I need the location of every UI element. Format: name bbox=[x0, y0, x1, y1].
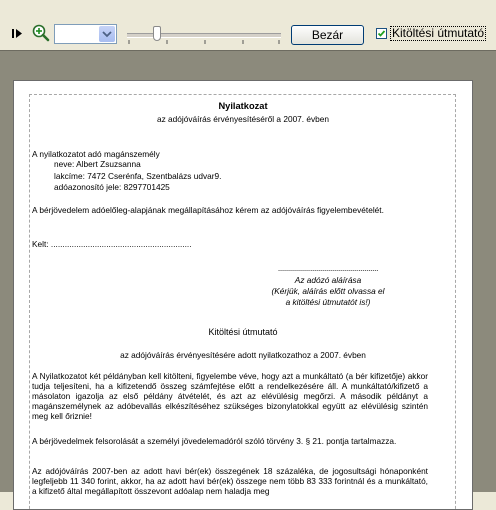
chevron-down-icon[interactable] bbox=[99, 26, 115, 42]
toolbar bbox=[0, 0, 496, 46]
zoom-select[interactable] bbox=[54, 24, 117, 44]
document-page bbox=[13, 80, 473, 510]
request-paragraph: A bérjövedelem adóelőleg-alapjának megállapításához kérem az adójóváírás figyelembevételét. bbox=[32, 205, 384, 215]
guide-checkbox-label[interactable]: Kitöltési útmutató bbox=[392, 26, 485, 40]
slider-thumb[interactable] bbox=[153, 26, 161, 41]
document-title: Nyilatkozat bbox=[218, 101, 268, 111]
guide-paragraph-2: A bérjövedelmek felsorolását a személyi jövedelemadóról szóló törvény 3. § 21. pontja tartalmazza. bbox=[32, 436, 397, 446]
slider-ticks bbox=[127, 40, 281, 44]
signature-line: .................................................. bbox=[277, 263, 379, 273]
close-button[interactable]: Bezár bbox=[291, 25, 364, 45]
field-address: lakcíme: 7472 Cserénfa, Szentbalázs udvar9. bbox=[54, 171, 222, 181]
signature-note-2: a kitöltési útmutatót is!) bbox=[285, 297, 371, 307]
guide-checkbox[interactable] bbox=[376, 26, 486, 41]
signature-label: Az adózó aláírása bbox=[294, 275, 362, 285]
zoom-icon[interactable] bbox=[32, 24, 50, 42]
checkbox-checked-icon[interactable] bbox=[376, 28, 387, 39]
date-line: Kelt: ............................................................. bbox=[32, 239, 192, 249]
guide-subtitle: az adójóváírás érvényesítésére adott nyilatkozathoz a 2007. évben bbox=[120, 350, 366, 360]
go-to-start-icon[interactable] bbox=[10, 26, 24, 40]
guide-title: Kitöltési útmutató bbox=[208, 327, 278, 337]
document-subtitle: az adójóváírás érvényesítéséről a 2007. évben bbox=[156, 114, 330, 124]
field-name: neve: Albert Zsuzsanna bbox=[54, 159, 141, 169]
intro-line: A nyilatkozatot adó magánszemély bbox=[32, 149, 160, 159]
zoom-slider[interactable] bbox=[127, 25, 281, 45]
guide-paragraph-3: Az adójóváírás 2007-ben az adott havi bér(ek) összegének 18 százaléka, de jogosultsági hónaponként legfeljebb 11 340 forint, akkor, ha az adott havi bér(ek) összege nem több 83 333 forintnál és a munkáltató, a kifizető által megállapított összevont adóalap nem haladja meg bbox=[32, 466, 428, 496]
guide-paragraph-1: A Nyilatkozatot két példányban kell kitölteni, figyelembe véve, hogy azt a munkáltató (a bér kifizetője) akkor tudja teljesíteni, ha a kifizetendő összeg számfejtése előtt a rendelkezésére áll. A munkáltató/kifizető a másolaton igazolja az első példány átvételét, és azt az elévülésig megőrzi. A második példányt a magánszemélynek az adóbevallás elkészítéséhez szükséges bizonylatokkal együtt az elévülésig szintén meg kell őriznie! bbox=[32, 371, 428, 421]
slider-track bbox=[127, 33, 281, 38]
signature-note-1: (Kérjük, aláírás előtt olvassa el bbox=[271, 286, 385, 296]
field-tax-id: adóazonosító jele: 8297701425 bbox=[54, 182, 170, 192]
document-viewport[interactable] bbox=[0, 50, 496, 496]
